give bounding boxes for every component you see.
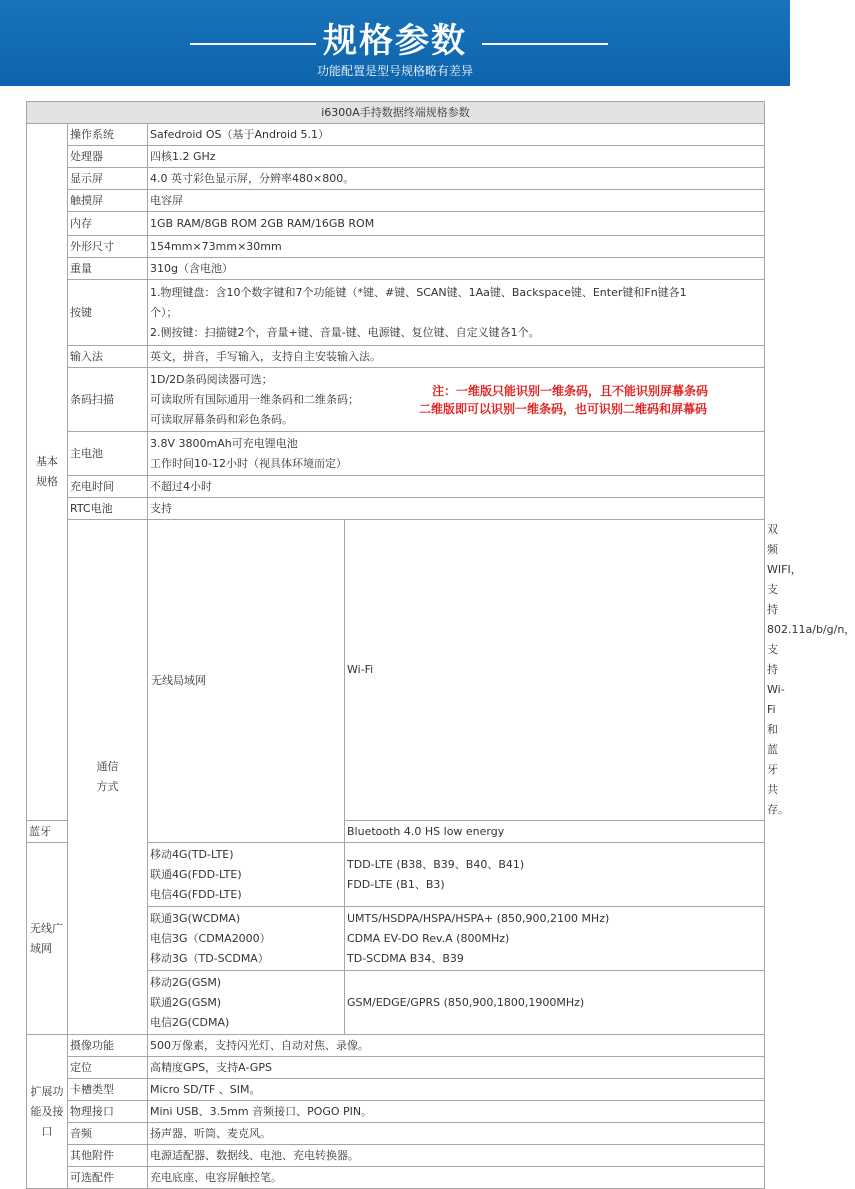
row-label: RTC电池	[68, 498, 148, 520]
row-value-barcode	[148, 368, 765, 432]
row-value: 4.0 英寸彩色显示屏，分辨率480×800。	[148, 168, 765, 190]
category-comm-line2: 方式	[96, 780, 119, 793]
category-ext	[27, 1035, 68, 1189]
table-row	[27, 124, 765, 146]
category-basic	[27, 124, 68, 821]
row-label: 摄像功能	[68, 1035, 148, 1057]
barcode-note-line2: 二维版即可以识别一维条码，也可识别二维码和屏幕码	[419, 401, 708, 416]
table-row	[27, 1167, 765, 1189]
table-row	[27, 280, 765, 346]
wan-3g-names	[148, 907, 345, 971]
row-value: Safedroid OS（基于Android 5.1）	[148, 124, 765, 146]
wan-value: TDD-LTE (B38、B39、B40、B41)	[347, 857, 525, 871]
row-value: 扬声器、听筒、麦克风。	[148, 1123, 765, 1145]
wan-value: CDMA EV-DO Rev.A (800MHz)	[347, 931, 510, 945]
table-row	[27, 1079, 765, 1101]
table-row	[27, 432, 765, 476]
category-ext-line1: 扩展功	[30, 1084, 64, 1098]
table-title-row	[27, 102, 765, 124]
wan-2g-values	[345, 971, 765, 1035]
row-label: 定位	[68, 1057, 148, 1079]
wan-name: 联通4G(FDD-LTE)	[150, 867, 242, 881]
row-value: 支持	[148, 498, 765, 520]
table-row	[27, 190, 765, 212]
barcode-line: 1D/2D条码阅读器可选；	[150, 372, 273, 386]
row-label: 其他附件	[68, 1145, 148, 1167]
row-label: 操作系统	[68, 124, 148, 146]
row-label: 内存	[68, 212, 148, 236]
row-value: Micro SD/TF 、SIM。	[148, 1079, 765, 1101]
wlan-name: Wi-Fi	[345, 520, 765, 821]
keys-line: 2.侧按键：扫描键2个，音量+键、音量-键、电源键、复位键、自定义键各1个。	[150, 325, 540, 339]
table-row	[27, 1057, 765, 1079]
category-ext-line2: 能及接	[30, 1104, 64, 1118]
row-label: 显示屏	[68, 168, 148, 190]
wan-label: 无线广域网	[27, 843, 68, 1035]
page-subtitle: 功能配置是型号规格略有差异	[316, 64, 473, 78]
wan-name: 电信3G（CDMA2000）	[150, 931, 271, 945]
row-label: 音频	[68, 1123, 148, 1145]
wan-name: 联通2G(GSM)	[150, 995, 222, 1009]
row-value-battery	[148, 432, 765, 476]
wan-name: 电信4G(FDD-LTE)	[150, 887, 242, 901]
table-row	[27, 498, 765, 520]
row-label: 处理器	[68, 146, 148, 168]
row-label: 可选配件	[68, 1167, 148, 1189]
wlan-name: 蓝牙	[27, 821, 68, 843]
wlan-value: Bluetooth 4.0 HS low energy	[345, 821, 765, 843]
header-banner	[0, 0, 790, 86]
row-value: 四核1.2 GHz	[148, 146, 765, 168]
row-value: 电源适配器、数据线、电池、充电转换器。	[148, 1145, 765, 1167]
table-title: i6300A手持数据终端规格参数	[27, 102, 765, 124]
table-row	[27, 236, 765, 258]
table-row	[27, 168, 765, 190]
category-ext-line3: 口	[41, 1124, 53, 1138]
barcode-line: 可读取所有国际通用一维条码和二维条码；	[150, 392, 359, 406]
battery-line: 3.8V 3800mAh可充电锂电池	[150, 436, 298, 450]
row-label: 物理接口	[68, 1101, 148, 1123]
row-value: 500万像素，支持闪光灯、自动对焦、录像。	[148, 1035, 765, 1057]
row-value: 1GB RAM/8GB ROM 2GB RAM/16GB ROM	[148, 212, 765, 236]
row-value: 不超过4小时	[148, 476, 765, 498]
category-comm-line1: 通信	[96, 760, 119, 773]
table-row	[27, 1145, 765, 1167]
table-row	[27, 368, 765, 432]
table-row	[27, 1123, 765, 1145]
wan-value: TD-SCDMA B34、B39	[347, 951, 464, 965]
battery-line: 工作时间10-12小时（视具体环境而定）	[150, 456, 347, 470]
category-basic-line1: 基本	[36, 455, 58, 468]
row-value: 310g（含电池）	[148, 258, 765, 280]
row-value: 英文，拼音，手写输入，支持自主安装输入法。	[148, 346, 765, 368]
table-row	[27, 258, 765, 280]
category-basic-line2: 规格	[36, 475, 58, 488]
row-value-keys	[148, 280, 765, 346]
wlan-label: 无线局域网	[148, 520, 345, 843]
wan-4g-names	[148, 843, 345, 907]
wan-name: 电信2G(CDMA)	[150, 1015, 230, 1029]
row-value: 高精度GPS，支持A-GPS	[148, 1057, 765, 1079]
wan-name: 移动3G（TD-SCDMA）	[150, 951, 269, 965]
table-row	[27, 1101, 765, 1123]
row-value: 充电底座、电容屏触控笔。	[148, 1167, 765, 1189]
table-row	[27, 1035, 765, 1057]
barcode-note	[393, 382, 708, 418]
wan-value: GSM/EDGE/GPRS (850,900,1800,1900MHz)	[347, 995, 585, 1009]
table-row	[27, 476, 765, 498]
spec-table	[26, 101, 855, 1189]
table-row: 通信 方式 无线局域网 Wi-Fi 双频WIFI，支持802.11a/b/g/n，支持Wi-Fi和蓝牙共存。	[27, 520, 765, 821]
wan-3g-values	[345, 907, 765, 971]
wan-value: UMTS/HSDPA/HSPA/HSPA+ (850,900,2100 MHz)	[347, 911, 610, 925]
wan-name: 联通3G(WCDMA)	[150, 911, 241, 925]
row-value: Mini USB、3.5mm 音频接口、POGO PIN。	[148, 1101, 765, 1123]
wan-name: 移动2G(GSM)	[150, 975, 222, 989]
row-value: 电容屏	[148, 190, 765, 212]
barcode-note-line1: 注：一维版只能识别一维条码，且不能识别屏幕条码	[432, 383, 709, 398]
row-label: 按键	[68, 280, 148, 346]
table-row	[27, 212, 765, 236]
page-title: 规格参数	[323, 21, 467, 61]
wan-value: FDD-LTE (B1、B3)	[347, 877, 445, 891]
barcode-line: 可读取屏幕条码和彩色条码。	[150, 412, 293, 426]
category-comm	[68, 520, 148, 1035]
row-value: 154mm×73mm×30mm	[148, 236, 765, 258]
wan-2g-names	[148, 971, 345, 1035]
keys-line: 1.物理键盘：含10个数字键和7个功能键（*键、#键、SCAN键、1Aa键、Backspace键、Enter键和Fn键各1	[150, 285, 687, 299]
row-label: 卡槽类型	[68, 1079, 148, 1101]
row-label: 充电时间	[68, 476, 148, 498]
keys-line: 个）；	[150, 305, 178, 319]
table-row	[27, 146, 765, 168]
row-label: 重量	[68, 258, 148, 280]
table-row	[27, 346, 765, 368]
wan-name: 移动4G(TD-LTE)	[150, 847, 234, 861]
wan-4g-values	[345, 843, 765, 907]
row-label: 条码扫描	[68, 368, 148, 432]
row-label: 输入法	[68, 346, 148, 368]
row-label: 主电池	[68, 432, 148, 476]
row-label: 外形尺寸	[68, 236, 148, 258]
barcode-lines	[150, 370, 393, 430]
row-label: 触摸屏	[68, 190, 148, 212]
